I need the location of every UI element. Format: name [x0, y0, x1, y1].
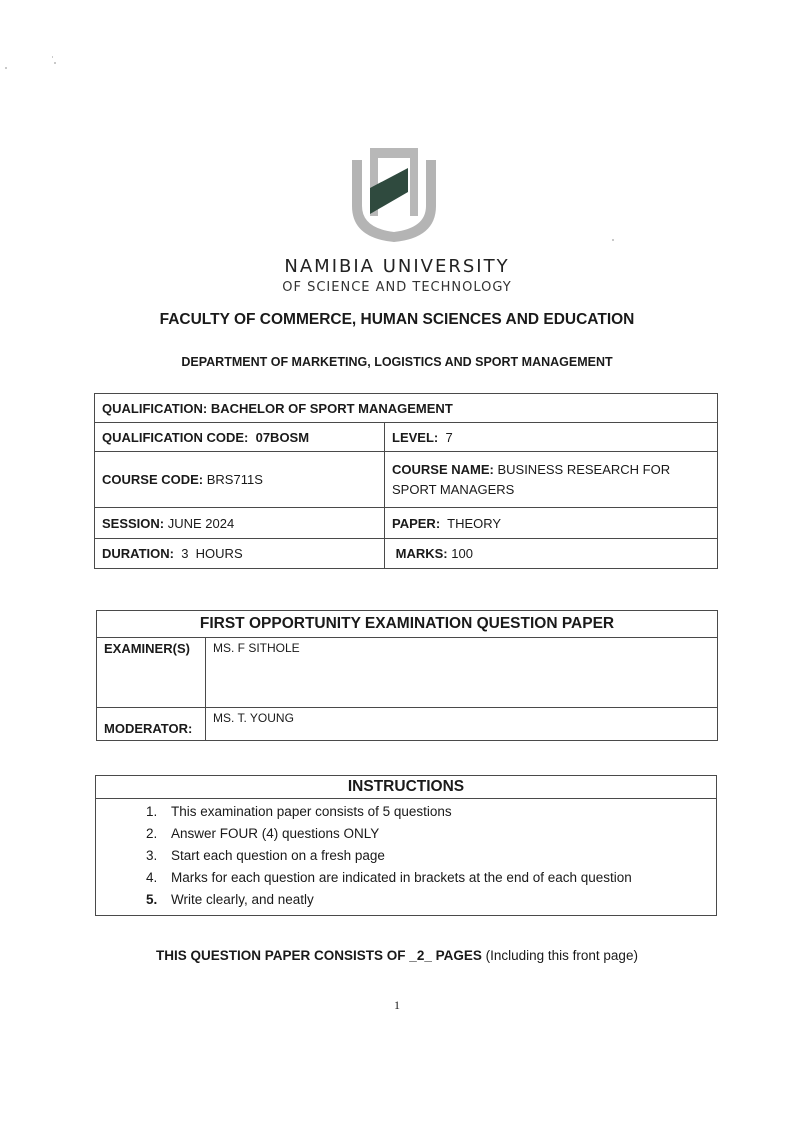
instructions-table	[95, 775, 717, 916]
institution-subtitle: OF SCIENCE AND TECHNOLOGY	[282, 280, 512, 295]
qualification-cell	[95, 394, 718, 423]
marks-value: 100	[451, 546, 473, 561]
exam-title: FIRST OPPORTUNITY EXAMINATION QUESTION PAPER	[97, 611, 718, 638]
department-heading: DEPARTMENT OF MARKETING, LOGISTICS AND SPORT MANAGEMENT	[181, 355, 613, 369]
qualification-label: QUALIFICATION:	[102, 400, 208, 416]
examiner-value: MS. F SITHOLE	[206, 638, 718, 708]
course-name-label: COURSE NAME:	[392, 461, 494, 477]
page-count-bold: THIS QUESTION PAPER CONSISTS OF _2_ PAGES	[156, 948, 482, 963]
course-name-value: BUSINESS RESEARCH FOR SPORT MANAGERS	[392, 461, 671, 497]
page-count-note	[0, 948, 794, 963]
course-row	[95, 452, 718, 508]
qualification-row	[95, 394, 718, 423]
course-code-cell	[95, 452, 385, 508]
instruction-item	[146, 823, 716, 845]
exam-details-table	[96, 610, 718, 741]
instruction-text: Start each question on a fresh page	[171, 848, 385, 863]
course-name-cell	[385, 452, 718, 508]
instruction-item	[146, 801, 716, 823]
instruction-text: This examination paper consists of 5 questions	[171, 804, 452, 819]
examiner-row	[97, 638, 718, 708]
instruction-number: 3.	[146, 848, 158, 863]
instruction-text: Write clearly, and neatly	[171, 892, 314, 907]
qualification-code-row	[95, 423, 718, 452]
duration-value: 3 HOURS	[181, 546, 243, 561]
instruction-item	[146, 867, 716, 889]
instructions-list	[96, 801, 716, 911]
instruction-number: 4.	[146, 870, 158, 885]
paper-label: PAPER:	[392, 515, 441, 531]
instruction-number: 1.	[146, 804, 158, 819]
session-row	[95, 508, 718, 539]
qualification-code-value: 07BOSM	[255, 429, 310, 445]
instruction-text: Marks for each question are indicated in brackets at the end of each question	[171, 870, 632, 885]
instruction-text: Answer FOUR (4) questions ONLY	[171, 826, 380, 841]
session-value: JUNE 2024	[167, 515, 235, 531]
marks-cell	[385, 539, 718, 569]
level-value: 7	[445, 429, 453, 445]
university-shield-logo	[348, 142, 440, 242]
qualification-code-cell	[95, 423, 385, 452]
instructions-body	[96, 799, 717, 916]
duration-row	[95, 539, 718, 569]
paper-cell	[385, 508, 718, 539]
faculty-heading: FACULTY OF COMMERCE, HUMAN SCIENCES AND EDUCATION	[159, 311, 635, 328]
institution-name: NAMIBIA UNIVERSITY	[284, 256, 510, 277]
session-label: SESSION:	[102, 515, 165, 531]
course-code-value: BRS711S	[206, 471, 263, 487]
course-info-table	[94, 393, 718, 569]
duration-label: DURATION:	[102, 546, 174, 561]
duration-cell	[95, 539, 385, 569]
session-cell	[95, 508, 385, 539]
moderator-value: MS. T. YOUNG	[206, 708, 718, 741]
page-number: 1	[394, 998, 400, 1012]
examiner-label: EXAMINER(S)	[97, 638, 206, 708]
instruction-number: 5.	[146, 892, 158, 907]
qualification-code-label: QUALIFICATION CODE:	[102, 429, 249, 445]
qualification-value: BACHELOR OF SPORT MANAGEMENT	[210, 400, 453, 416]
instruction-number: 2.	[146, 826, 158, 841]
instruction-item	[146, 845, 716, 867]
moderator-row	[97, 708, 718, 741]
level-label: LEVEL:	[392, 429, 439, 445]
instruction-item	[146, 889, 716, 911]
level-cell	[385, 423, 718, 452]
page-count-regular: (Including this front page)	[481, 948, 638, 963]
course-code-label: COURSE CODE:	[102, 471, 204, 487]
marks-label: MARKS:	[395, 546, 448, 561]
paper-value: THEORY	[447, 515, 502, 531]
instructions-title: INSTRUCTIONS	[96, 776, 717, 799]
moderator-label: MODERATOR:	[97, 708, 206, 741]
